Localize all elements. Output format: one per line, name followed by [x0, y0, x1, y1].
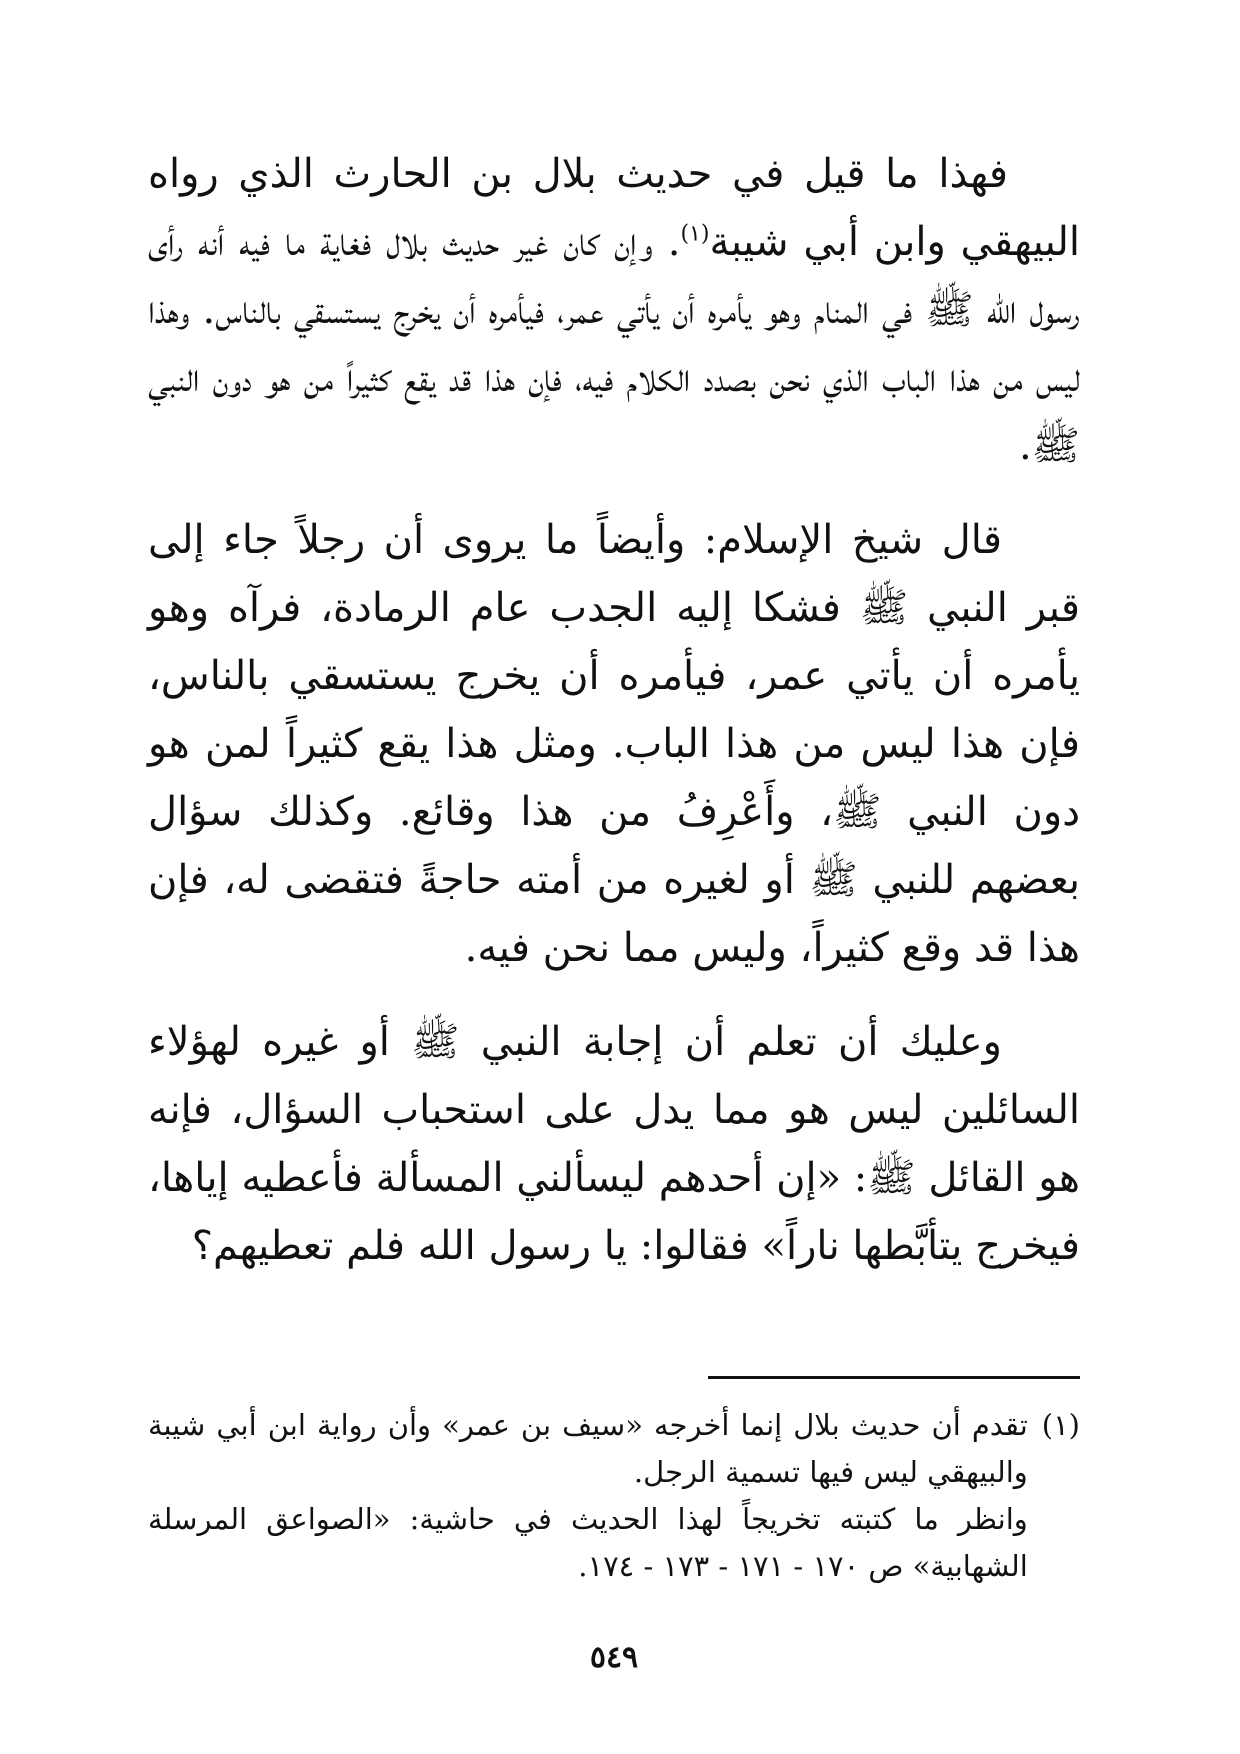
- main-text: [148, 140, 1080, 1280]
- paragraph-1-text: فهذا ما قيل في حديث بلال بن الحارث الذي رواه البيهقي وابن أبي شيبة: [148, 151, 1081, 265]
- book-page: [148, 140, 1080, 1700]
- footnote-line: وانظر ما كتبته تخريجاً لهذا الحديث في حاشية: «الصواعق المرسلة الشهابية» ص ١٧٠ - ١٧١ - ١٧٣ - ١٧٤.: [148, 1502, 1028, 1583]
- footnotes: [148, 1402, 1080, 1590]
- footnote-separator: [708, 1376, 1080, 1379]
- footnote-line: تقدم أن حديث بلال إنما أخرجه «سيف بن عمر» وأن رواية ابن أبي شيبة والبيهقي ليس فيها تسمية الرجل.: [148, 1408, 1028, 1489]
- paragraph-2: قال شيخ الإسلام: وأيضاً ما يروى أن رجلاً جاء إلى قبر النبي ﷺ فشكا إليه الجدب عام الرمادة، فرآه وهو يأمره أن يأتي عمر، فيأمره أن يخرج يستسقي بالناس، فإن هذا ليس من هذا الباب. ومثل هذا يقع كثيراً لمن هو دون النبي ﷺ، وأَعْرِفُ من هذا وقائع. وكذلك سؤال بعضهم للنبي ﷺ أو لغيره من أمته حاجةً فتقضى له، فإن هذا قد وقع كثيراً، وليس مما نحن فيه.: [148, 517, 1080, 971]
- footnote-body: [148, 1402, 1028, 1590]
- footnote-1: [148, 1402, 1080, 1590]
- page-number: ٥٤٩: [589, 1640, 639, 1675]
- paragraph-1-continuation: . وإن كان غير حديث بلال فغاية ما فيه أنه رأى رسول الله ﷺ في المنام وهو يأمره أن يأتي عمر، فيأمره أن يخرج يستسقي بالناس. وهذا ليس من هذا الباب الذي نحن بصدد الكلام فيه، فإن هذا قد يقع كثيراً من هو دون النبي ﷺ.: [148, 219, 1081, 469]
- paragraph-3: وعليك أن تعلم أن إجابة النبي ﷺ أو غيره لهؤلاء السائلين ليس هو مما يدل على استحباب السؤال، فإنه هو القائل ﷺ: «إن أحدهم ليسألني المسألة فأعطيه إياها، فيخرج يتأبَّطها ناراً» فقالوا: يا رسول الله فلم تعطيهم؟: [148, 1019, 1080, 1269]
- paragraph-1: [148, 140, 1080, 480]
- footnote-reference[interactable]: (١): [680, 221, 710, 247]
- footnote-marker: (١): [1041, 1408, 1080, 1442]
